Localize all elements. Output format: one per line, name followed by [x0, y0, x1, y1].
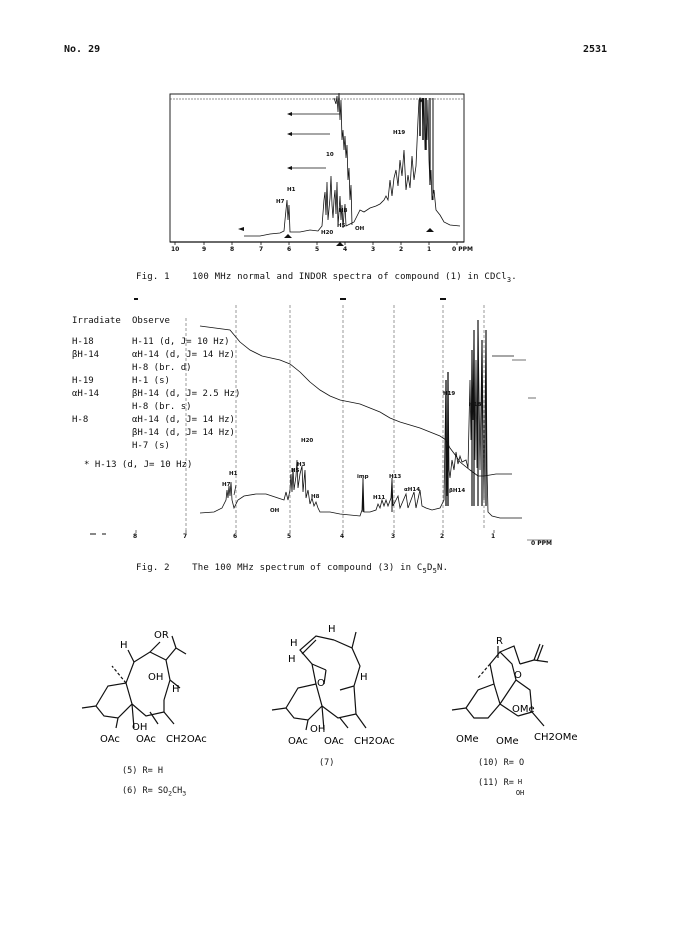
- fig1-peak-h10: 10: [326, 152, 334, 158]
- fig1-peak-h20: H20: [321, 230, 334, 236]
- fig1-tick-4: 4: [343, 246, 348, 253]
- fig2-peak-h18: H18: [469, 402, 482, 408]
- fig2-peak-h3: H3: [297, 462, 306, 468]
- s2-oac1: OAc: [288, 736, 308, 747]
- fig1-peak-h19: H19: [393, 130, 406, 136]
- fig1-caption: Fig. 1 100 MHz normal and INDOR spectra of compound (1) in CDCl$_3$.: [136, 272, 517, 284]
- irradiation-row: βH-14 (d, J= 14 Hz): [132, 428, 235, 438]
- irradiation-row: H-8 (br. s): [132, 402, 192, 412]
- s3-r: R: [496, 636, 503, 647]
- compound-7-label: (7): [319, 758, 335, 768]
- s1-h: H: [120, 640, 128, 651]
- s1-ch2oac: CH2OAc: [166, 734, 207, 745]
- fig1-peak-h7: H7: [276, 199, 285, 205]
- irradiation-row: H-19 H-1 (s): [72, 376, 170, 386]
- irradiation-row: H-7 (s): [132, 441, 170, 451]
- s1-oh2: OH: [132, 722, 148, 733]
- page-number: 2531: [583, 44, 608, 55]
- irradiation-row: αH-14 βH-14 (d, J= 2.5 Hz): [72, 389, 241, 399]
- fig2-peak-imp: imp: [357, 474, 369, 480]
- fig2-peak-bh14: βH14: [449, 488, 466, 494]
- s2-h2: H: [288, 654, 296, 665]
- s3-ch2ome: CH2OMe: [534, 732, 578, 743]
- compound-11-label: (11) R= H OH: [478, 778, 525, 797]
- fig2-tick-6: 6: [233, 533, 238, 540]
- fig1-peak-h1: H1: [287, 187, 296, 193]
- s3-o: O: [514, 670, 522, 681]
- irradiation-row: βH-14 αH-14 (d, J= 14 Hz): [72, 350, 235, 360]
- fig2-tick-5: 5: [287, 533, 292, 540]
- fig2-caption: Fig. 2 The 100 MHz spectrum of compound (3) in $C_5D_5N$.: [136, 563, 449, 575]
- fig1-tick-6: 6: [287, 246, 292, 253]
- irradiation-row: H-8 αH-14 (d, J= 14 Hz): [72, 415, 235, 425]
- s1-h2: H: [172, 684, 180, 695]
- fig2-tick-0: 0 PPM: [531, 540, 553, 547]
- s2-oh: OH: [310, 724, 326, 735]
- fig2-tick-4: 4: [340, 533, 345, 540]
- s2-h1: H: [290, 638, 298, 649]
- s3-ome1: OMe: [512, 704, 535, 715]
- s2-oac2: OAc: [324, 736, 344, 747]
- s1-oac1: OAc: [100, 734, 120, 745]
- journal-issue: No. 29: [64, 44, 101, 55]
- fig1-tick-7: 7: [259, 246, 264, 253]
- fig2-tick-7: 7: [183, 533, 188, 540]
- fig1-tick-9: 9: [202, 246, 207, 253]
- s2-ch2oac: CH2OAc: [354, 736, 395, 747]
- fig1-tick-2: 2: [399, 246, 404, 253]
- s1-or: OR: [154, 630, 169, 641]
- s2-h3: H: [328, 624, 336, 635]
- fig2-peak-h13: H13: [389, 474, 402, 480]
- fig1-tick-3: 3: [371, 246, 376, 253]
- fig2-peak-h19: H19: [443, 391, 456, 397]
- irradiation-header: Irradiate Observe: [72, 316, 170, 326]
- compound-6-label: (6) $R= SO_2CH_3$: [122, 786, 187, 798]
- s3-ome3: OMe: [496, 736, 519, 747]
- fig2-tick-2: 2: [440, 533, 445, 540]
- fig1-tick-10: 10: [171, 246, 180, 253]
- fig2-peak-h8: H8: [311, 494, 320, 500]
- fig1-peak-oh: OH: [355, 226, 365, 232]
- s1-oac2: OAc: [136, 734, 156, 745]
- fig2-peak-h20: H20: [301, 438, 314, 444]
- s2-o: O: [317, 678, 325, 689]
- irradiation-row: H-8 (br. d): [132, 363, 192, 373]
- compound-5-label: (5) R= H: [122, 766, 163, 776]
- s3-ome2: OMe: [456, 734, 479, 745]
- fig1-tick-0: 0 PPM: [452, 246, 474, 253]
- fig1-tick-5: 5: [315, 246, 320, 253]
- fig1-tick-1: 1: [427, 246, 432, 253]
- fig2-peak-oh: OH: [270, 508, 280, 514]
- irradiation-footnote: * H-13 (d, J= 10 Hz): [84, 460, 193, 470]
- fig1-tick-8: 8: [230, 246, 235, 253]
- fig1-peak-h8: H8: [339, 208, 348, 214]
- fig2-peak-h5: H5: [291, 468, 300, 474]
- fig2-tick-3: 3: [391, 533, 396, 540]
- s1-oh: OH: [148, 672, 164, 683]
- fig2-tick-8: 8: [133, 533, 138, 540]
- fig2-peak-h11: H11: [373, 495, 386, 501]
- fig1-peak-h5: H5: [337, 223, 346, 229]
- s2-h4: H: [360, 672, 368, 683]
- fig2-peak-ah14: αH14: [404, 487, 421, 493]
- fig2-peak-h1: H1: [229, 471, 238, 477]
- irradiation-row: H-18 H-11 (d, J= 10 Hz): [72, 337, 230, 347]
- fig2-tick-1: 1: [491, 533, 496, 540]
- fig2-peak-h7: H7: [222, 482, 231, 488]
- compound-10-label: (10) R= O: [478, 758, 525, 768]
